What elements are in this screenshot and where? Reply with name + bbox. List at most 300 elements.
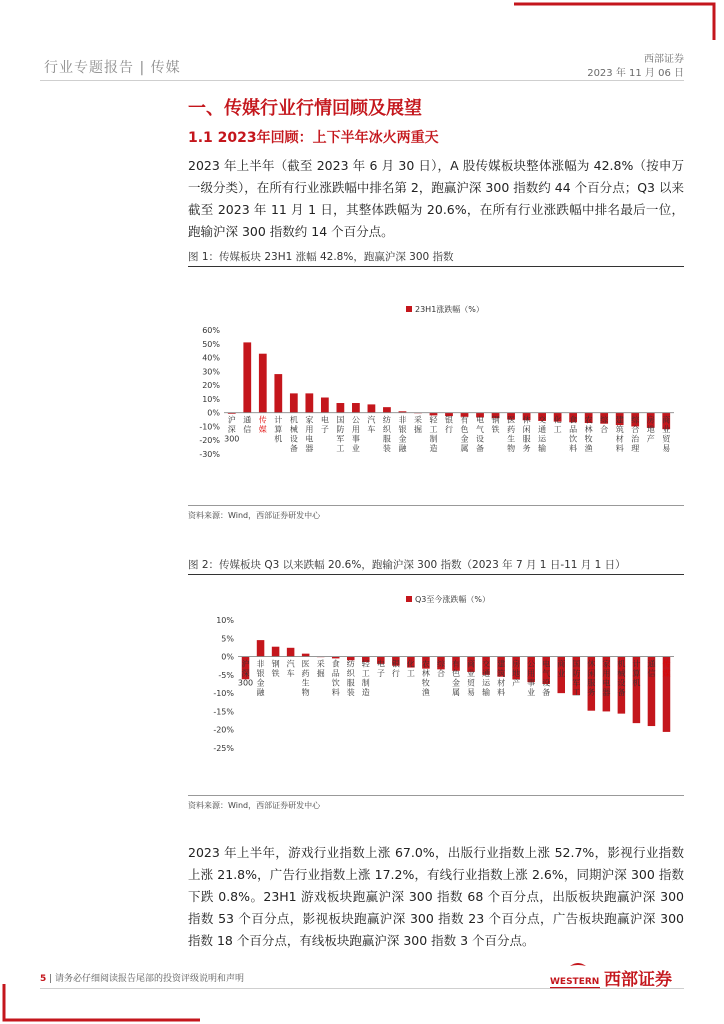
svg-text:建: 建 <box>497 659 506 669</box>
category-label <box>317 659 325 679</box>
category-label <box>429 415 438 454</box>
svg-text:材: 材 <box>497 678 506 688</box>
svg-text:织: 织 <box>382 425 391 435</box>
svg-text:材: 材 <box>615 434 624 444</box>
section-title: 一、传媒行业行情回顾及展望 <box>188 98 422 119</box>
svg-text:商: 商 <box>467 659 476 669</box>
svg-text:输: 输 <box>538 444 547 454</box>
svg-text:产: 产 <box>512 678 521 688</box>
svg-text:气: 气 <box>542 669 551 679</box>
category-label <box>274 415 282 444</box>
svg-text:料: 料 <box>331 688 340 698</box>
svg-text:电: 电 <box>376 659 385 669</box>
svg-text:子: 子 <box>320 425 329 435</box>
svg-text:融: 融 <box>256 688 265 698</box>
svg-text:纺: 纺 <box>382 415 391 425</box>
svg-text:设: 设 <box>289 434 298 444</box>
subsection-title: 1.1 2023年回顾：上下半年冰火两重天 <box>188 130 439 146</box>
svg-text:媒: 媒 <box>662 669 671 679</box>
svg-text:备: 备 <box>476 444 485 454</box>
svg-text:休: 休 <box>522 415 531 425</box>
svg-text:算: 算 <box>632 669 641 679</box>
category-label <box>527 660 535 698</box>
bottom-left-decoration <box>0 984 200 1024</box>
y-tick-label: -20% <box>199 436 220 446</box>
figure2-title: 图 2：传媒板块 Q3 以来跌幅 20.6%，跑输沪深 300 指数（2023 年 7 月 1 日-11 月 1 日） <box>188 559 626 571</box>
svg-text:品: 品 <box>331 669 340 679</box>
bar-3 <box>287 648 295 657</box>
svg-text:工: 工 <box>553 425 562 435</box>
y-tick-label: -10% <box>199 422 220 432</box>
figure1-bottom-rule <box>188 505 684 506</box>
svg-text:合: 合 <box>631 425 640 435</box>
svg-text:事: 事 <box>527 678 536 688</box>
figure1-top-rule <box>188 266 684 267</box>
svg-text:非: 非 <box>256 659 265 669</box>
category-label <box>259 415 267 435</box>
svg-text:设: 设 <box>542 678 551 688</box>
figure1-source: 资料来源：Wind，西部证券研发中心 <box>188 511 321 520</box>
disclaimer-text: 请务必仔细阅读报告尾部的投资评级说明和声明 <box>55 974 245 984</box>
svg-text:筑: 筑 <box>497 669 506 679</box>
svg-text:掘: 掘 <box>413 425 422 435</box>
svg-text:通: 通 <box>243 415 252 425</box>
svg-text:行: 行 <box>445 425 453 435</box>
svg-text:车: 车 <box>286 669 295 679</box>
svg-text:综: 综 <box>436 659 445 669</box>
svg-text:食: 食 <box>569 415 578 425</box>
svg-text:药: 药 <box>301 669 310 679</box>
category-label <box>332 659 340 698</box>
y-tick-label: -25% <box>213 744 234 753</box>
svg-text:业: 业 <box>662 425 671 435</box>
svg-text:银: 银 <box>445 415 453 425</box>
y-tick-label: -5% <box>218 670 234 680</box>
svg-text:国: 国 <box>336 415 345 425</box>
svg-text:铁: 铁 <box>271 669 280 679</box>
category-label <box>542 659 550 698</box>
figure2-source: 资料来源：Wind，西部证券研发中心 <box>188 801 321 810</box>
y-tick-label: 60% <box>202 326 220 335</box>
category-label <box>461 415 469 454</box>
category-label <box>492 415 500 435</box>
category-label <box>467 659 476 698</box>
svg-text:机: 机 <box>632 678 641 688</box>
svg-text:品: 品 <box>569 425 578 435</box>
svg-text:务: 务 <box>522 444 531 454</box>
svg-text:轻: 轻 <box>429 415 438 425</box>
svg-text:气: 气 <box>476 425 485 435</box>
bar-7 <box>337 403 345 413</box>
svg-text:林: 林 <box>421 669 430 679</box>
svg-text:银: 银 <box>398 425 407 435</box>
svg-text:事: 事 <box>351 434 360 444</box>
figure1-bar-chart <box>188 290 684 502</box>
category-label <box>585 415 593 454</box>
bar-8 <box>352 403 360 413</box>
page-number: 5 <box>40 974 47 984</box>
svg-text:合: 合 <box>600 425 609 435</box>
category-label <box>647 415 655 444</box>
svg-text:色: 色 <box>452 669 460 679</box>
legend-label: Q3至今涨跌幅（%） <box>415 595 490 604</box>
category-label <box>602 659 610 698</box>
category-label <box>321 415 329 435</box>
category-label <box>497 659 505 698</box>
svg-text:贸: 贸 <box>662 434 671 444</box>
category-label <box>407 659 415 679</box>
svg-text:医: 医 <box>507 415 516 425</box>
y-tick-label: 20% <box>202 381 220 391</box>
svg-text:金: 金 <box>460 434 469 444</box>
svg-text:军: 军 <box>336 434 345 444</box>
svg-text:有: 有 <box>460 415 469 425</box>
svg-text:合: 合 <box>436 669 445 679</box>
svg-text:300: 300 <box>237 678 254 688</box>
svg-text:地: 地 <box>646 425 655 435</box>
svg-text:渔: 渔 <box>584 444 593 454</box>
category-label <box>647 659 655 679</box>
svg-text:属: 属 <box>460 444 469 454</box>
category-label <box>224 415 239 444</box>
svg-text:装: 装 <box>346 688 355 698</box>
svg-text:行: 行 <box>391 669 400 679</box>
chart-legend <box>406 304 484 314</box>
figure2-bottom-rule <box>188 795 684 796</box>
category-label <box>631 415 640 454</box>
svg-text:输: 输 <box>482 688 491 698</box>
svg-text:深: 深 <box>241 669 250 679</box>
svg-text:运: 运 <box>538 434 547 444</box>
svg-text:备: 备 <box>617 688 626 698</box>
svg-text:采: 采 <box>413 415 422 425</box>
svg-text:工: 工 <box>336 444 345 454</box>
category-label <box>569 415 577 454</box>
svg-text:信: 信 <box>243 425 252 435</box>
svg-text:铁: 铁 <box>491 425 500 435</box>
svg-text:产: 产 <box>646 434 655 444</box>
svg-text:钢: 钢 <box>491 415 500 425</box>
svg-text:用: 用 <box>351 425 360 435</box>
svg-text:信: 信 <box>647 669 656 679</box>
svg-text:机: 机 <box>617 659 626 669</box>
svg-text:轻: 轻 <box>361 659 370 669</box>
category-label <box>437 659 446 679</box>
svg-text:用: 用 <box>305 425 314 435</box>
svg-text:机: 机 <box>274 434 283 444</box>
category-label <box>362 659 371 698</box>
svg-text:生: 生 <box>301 678 310 688</box>
category-label <box>512 659 520 688</box>
svg-text:工: 工 <box>361 669 370 679</box>
svg-text:渔: 渔 <box>421 688 430 698</box>
svg-text:服: 服 <box>522 434 531 444</box>
svg-text:色: 色 <box>460 425 469 435</box>
svg-text:料: 料 <box>569 444 578 454</box>
svg-text:汽: 汽 <box>367 415 376 425</box>
svg-text:媒: 媒 <box>258 425 267 435</box>
y-tick-label: -15% <box>213 707 234 717</box>
svg-text:掘: 掘 <box>316 669 325 679</box>
category-label <box>523 415 531 454</box>
y-tick-label: 10% <box>202 394 220 404</box>
svg-text:计: 计 <box>632 659 641 669</box>
logo-chinese: 西部证券 <box>604 970 672 990</box>
svg-text:林: 林 <box>584 425 593 435</box>
svg-text:织: 织 <box>346 669 355 679</box>
svg-text:设: 设 <box>476 434 485 444</box>
category-label <box>347 659 356 698</box>
svg-text:交: 交 <box>538 415 547 425</box>
page-separator: | <box>49 974 56 984</box>
svg-text:银: 银 <box>256 669 265 679</box>
bar-10 <box>383 407 391 413</box>
svg-text:工: 工 <box>572 688 581 698</box>
svg-text:物: 物 <box>301 688 310 698</box>
svg-text:军: 军 <box>572 678 581 688</box>
svg-text:算: 算 <box>274 425 283 435</box>
y-tick-label: 40% <box>202 353 220 363</box>
category-label <box>617 659 625 698</box>
header-divider <box>40 80 684 81</box>
svg-text:子: 子 <box>376 669 385 679</box>
svg-text:饮: 饮 <box>569 434 578 444</box>
svg-text:电: 电 <box>320 415 329 425</box>
legend-swatch <box>406 596 412 602</box>
y-tick-label: 5% <box>221 634 234 644</box>
svg-text:300: 300 <box>224 434 240 444</box>
bar-3 <box>274 374 282 413</box>
category-label <box>238 659 253 688</box>
svg-text:治: 治 <box>631 434 640 444</box>
svg-text:料: 料 <box>497 688 506 698</box>
category-label <box>662 659 670 679</box>
category-label <box>507 416 515 454</box>
paragraph-1: 2023 年上半年（截至 2023 年 6 月 30 日），A 股传媒板块整体涨幅为 42.8%（按申万一级分类），在所有行业涨跌幅中排名第 2，跑赢沪深 300 指数约 44 个百分点；Q3 以来截至 2023 年 11 月 1 日，其整体跌幅为 20.6%，在所有行业涨跌幅中排名最后一位，跑输沪深 300 指数约 14 个百分点。 <box>188 158 684 239</box>
svg-text:传: 传 <box>662 659 671 669</box>
y-tick-label: 10% <box>216 616 234 625</box>
svg-text:深: 深 <box>227 425 236 435</box>
svg-text:机: 机 <box>289 415 298 425</box>
category-label <box>587 659 595 698</box>
svg-text:医: 医 <box>301 659 310 669</box>
category-label <box>287 659 295 679</box>
y-tick-label: 50% <box>202 339 220 349</box>
svg-text:制: 制 <box>429 434 438 444</box>
svg-text:计: 计 <box>274 415 283 425</box>
svg-text:用: 用 <box>527 669 536 679</box>
legend-swatch <box>406 306 412 312</box>
svg-text:服: 服 <box>587 678 596 688</box>
svg-text:化: 化 <box>553 415 562 425</box>
svg-text:化: 化 <box>406 659 415 669</box>
svg-text:银: 银 <box>391 659 400 669</box>
svg-text:金: 金 <box>256 678 265 688</box>
figure2-top-rule <box>188 574 684 575</box>
company-name: 西部证券 <box>644 54 684 65</box>
footer-disclaimer <box>40 971 244 984</box>
svg-text:贸: 贸 <box>467 678 476 688</box>
bar-9 <box>368 404 376 412</box>
svg-text:电: 电 <box>305 434 314 444</box>
svg-text:装: 装 <box>382 444 391 454</box>
svg-text:易: 易 <box>467 688 476 698</box>
svg-text:工: 工 <box>429 425 438 435</box>
svg-text:制: 制 <box>361 678 370 688</box>
bar-2 <box>259 354 267 413</box>
svg-text:备: 备 <box>542 688 551 698</box>
svg-text:用: 用 <box>602 669 611 679</box>
svg-text:地: 地 <box>512 669 521 679</box>
svg-text:设: 设 <box>617 678 626 688</box>
category-label <box>414 415 422 435</box>
svg-text:钢: 钢 <box>271 659 280 669</box>
category-label <box>377 659 385 679</box>
category-label <box>336 416 344 454</box>
svg-text:有: 有 <box>452 659 460 669</box>
category-label <box>272 659 280 679</box>
bar-2 <box>272 647 280 657</box>
category-label <box>572 660 580 698</box>
category-label <box>257 659 266 698</box>
western-securities-logo <box>548 962 688 992</box>
svg-text:公: 公 <box>351 415 360 425</box>
svg-text:器: 器 <box>305 444 314 454</box>
svg-text:车: 车 <box>367 425 376 435</box>
svg-text:器: 器 <box>602 688 611 698</box>
svg-text:通: 通 <box>538 425 547 435</box>
category-label <box>352 416 360 454</box>
y-tick-label: -20% <box>213 725 234 735</box>
svg-text:电: 电 <box>602 678 611 688</box>
report-category: 行业专题报告 | 传媒 <box>44 60 181 76</box>
svg-text:属: 属 <box>452 688 460 698</box>
bar-1 <box>243 342 251 412</box>
svg-text:业: 业 <box>557 669 566 679</box>
svg-text:沪: 沪 <box>227 415 236 425</box>
svg-text:国: 国 <box>572 659 581 669</box>
svg-text:牧: 牧 <box>584 434 593 444</box>
svg-text:采: 采 <box>316 659 325 669</box>
category-label <box>383 415 392 454</box>
svg-text:家: 家 <box>602 659 611 669</box>
svg-text:务: 务 <box>587 688 596 698</box>
svg-text:防: 防 <box>336 425 345 435</box>
svg-text:电: 电 <box>542 659 551 669</box>
category-label <box>422 659 430 698</box>
svg-text:筑: 筑 <box>615 425 624 435</box>
svg-text:业: 业 <box>527 688 536 698</box>
category-label <box>476 415 484 454</box>
figure2-bar-chart <box>188 588 684 794</box>
y-tick-label: 30% <box>202 367 220 377</box>
svg-text:料: 料 <box>615 444 624 454</box>
svg-text:通: 通 <box>647 659 656 669</box>
svg-text:非: 非 <box>398 415 407 425</box>
svg-text:业: 业 <box>467 669 476 679</box>
svg-text:饮: 饮 <box>331 678 340 688</box>
category-label <box>482 659 491 698</box>
svg-text:商: 商 <box>557 659 566 669</box>
svg-text:综: 综 <box>600 415 609 425</box>
svg-text:综: 综 <box>631 415 640 425</box>
y-tick-label: 0% <box>221 652 234 662</box>
category-label <box>662 415 671 454</box>
svg-text:金: 金 <box>452 678 460 688</box>
svg-text:牧: 牧 <box>421 678 430 688</box>
svg-text:沪: 沪 <box>241 659 250 669</box>
svg-text:服: 服 <box>346 678 355 688</box>
svg-text:生: 生 <box>507 434 516 444</box>
y-tick-label: 0% <box>207 408 220 418</box>
svg-text:电: 电 <box>476 415 485 425</box>
svg-text:械: 械 <box>289 425 298 435</box>
svg-text:业: 业 <box>351 444 360 454</box>
svg-text:汽: 汽 <box>286 659 295 669</box>
category-label <box>616 415 624 454</box>
bar-5 <box>305 393 313 412</box>
y-tick-label: -30% <box>199 450 220 459</box>
category-label <box>632 659 640 688</box>
category-label <box>305 415 313 454</box>
svg-text:建: 建 <box>615 415 624 425</box>
svg-text:纺: 纺 <box>346 659 355 669</box>
svg-text:交: 交 <box>482 659 491 669</box>
svg-text:备: 备 <box>289 444 298 454</box>
svg-text:闲: 闲 <box>587 669 596 679</box>
svg-text:造: 造 <box>429 444 438 454</box>
category-label <box>243 415 251 435</box>
bar-6 <box>321 398 329 413</box>
category-label <box>554 415 562 435</box>
category-label <box>392 659 400 679</box>
svg-text:闲: 闲 <box>522 425 531 435</box>
category-label <box>538 415 547 454</box>
svg-text:房: 房 <box>512 659 521 669</box>
svg-text:农: 农 <box>421 659 430 669</box>
bar-4 <box>302 654 310 657</box>
svg-text:房: 房 <box>646 415 655 425</box>
paragraph-2: 2023 年上半年，游戏行业指数上涨 67.0%，出版行业指数上涨 52.7%，影视行业指数上涨 21.8%，广告行业指数上涨 17.2%，有线行业指数上涨 2.6%，同期沪深 300 指数下跌 0.8%。23H1 游戏板块跑赢沪深 300 指数 68 个百分点，出版板块跑赢沪深 300 指数 53 个百分点，影视板块跑赢沪深 300 指数 23 个百分点，广告板块跑赢沪深 300 指数 18 个百分点，有线板块跑赢沪深 300 指数 3 个百分点。 <box>188 845 684 948</box>
report-date: 2023 年 11 月 06 日 <box>587 68 684 79</box>
svg-text:休: 休 <box>587 659 596 669</box>
svg-text:防: 防 <box>572 669 581 679</box>
svg-text:家: 家 <box>305 415 314 425</box>
svg-text:工: 工 <box>406 669 415 679</box>
svg-text:公: 公 <box>527 659 536 669</box>
category-label <box>367 415 375 435</box>
svg-text:运: 运 <box>482 678 491 688</box>
category-label <box>290 415 298 454</box>
svg-text:金: 金 <box>398 434 407 444</box>
bar-1 <box>257 640 265 656</box>
svg-text:农: 农 <box>584 415 593 425</box>
svg-text:械: 械 <box>617 669 626 679</box>
category-label <box>452 659 460 698</box>
svg-text:理: 理 <box>631 444 640 454</box>
category-label <box>398 415 407 454</box>
category-label <box>600 415 609 435</box>
y-tick-label: -10% <box>213 689 234 699</box>
svg-text:物: 物 <box>507 444 516 454</box>
svg-text:服: 服 <box>382 434 391 444</box>
svg-text:传: 传 <box>258 415 267 425</box>
chart-legend <box>406 594 490 604</box>
svg-text:易: 易 <box>662 444 671 454</box>
category-label <box>445 415 453 435</box>
corner-decoration <box>514 0 724 40</box>
svg-text:融: 融 <box>398 444 407 454</box>
